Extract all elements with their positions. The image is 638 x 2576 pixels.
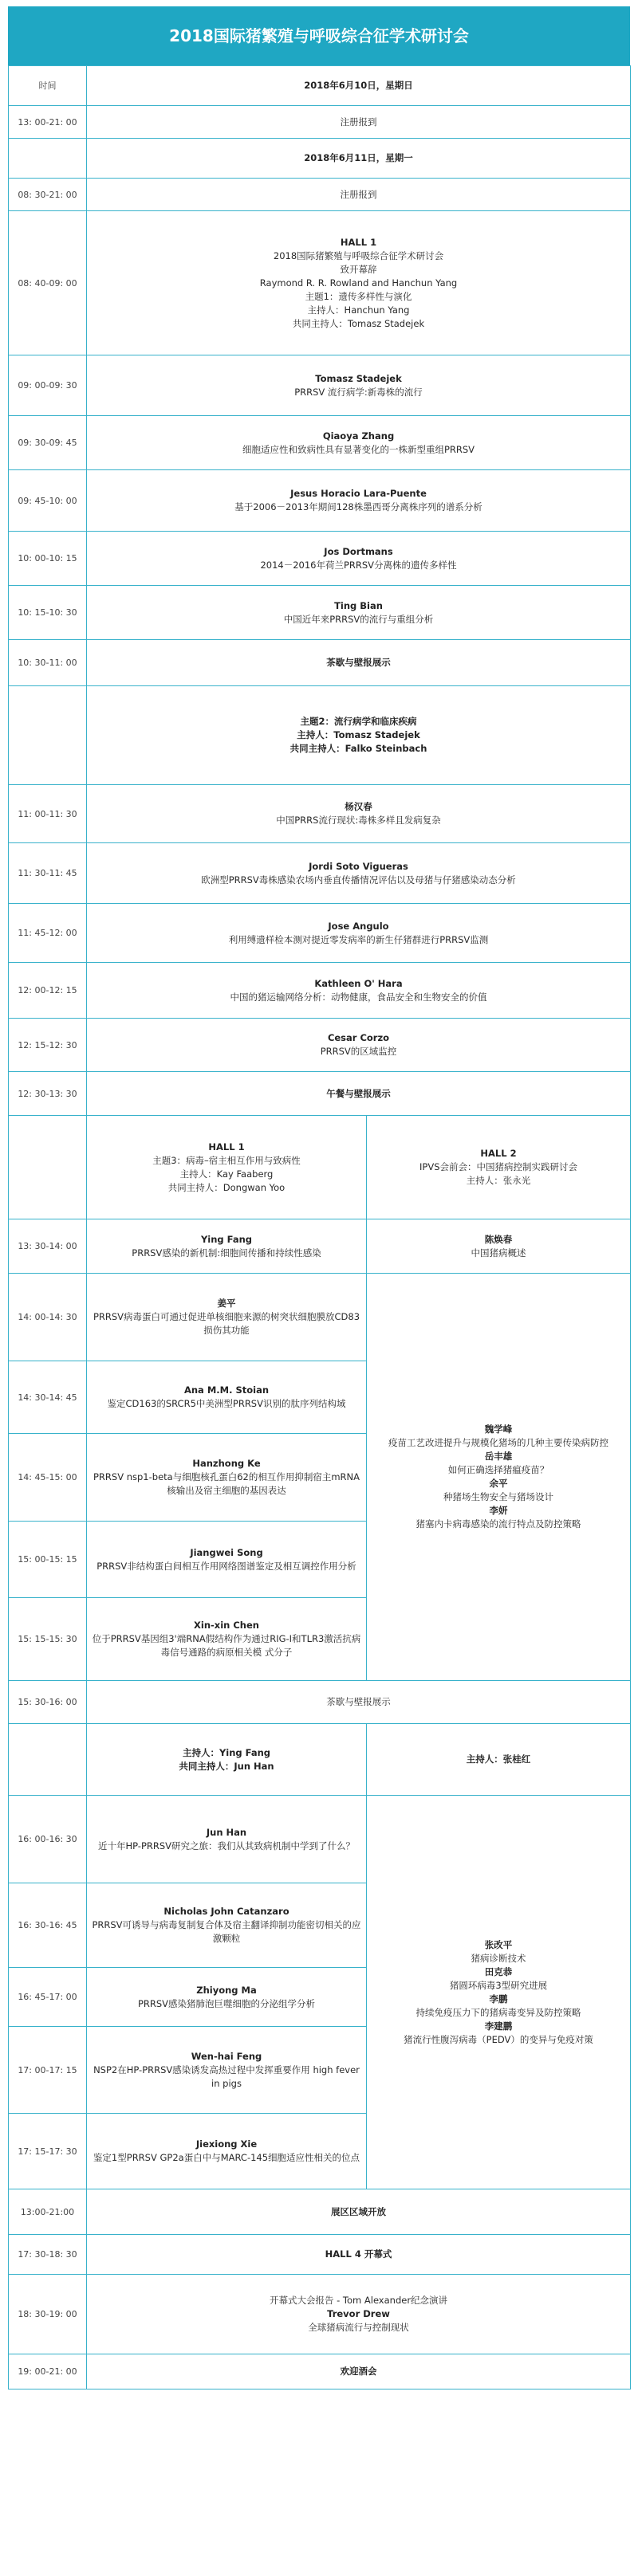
hall2-talks xyxy=(367,1796,631,2189)
table-row xyxy=(9,139,631,179)
time-cell: 17: 30-18: 30 xyxy=(9,2235,87,2275)
talk-cell xyxy=(87,1019,631,1072)
talk-cell xyxy=(87,1968,367,2027)
talk-topic: PRRSV感染猪肺泡巨噬细胞的分泌组学分析 xyxy=(137,1997,316,2009)
time-cell: 19: 00-21: 00 xyxy=(9,2354,87,2389)
chair: 主持人：Tomasz Stadejek xyxy=(297,729,420,740)
talk-topic: 全球猪病流行与控制现状 xyxy=(308,2322,409,2333)
time-cell: 11: 30-11: 45 xyxy=(9,843,87,904)
talk-topic: 疫苗工艺改进提升与规模化猪场的几种主要传染病防控 xyxy=(388,1437,608,1448)
talk-topic: PRRSV 流行病学:新毒株的流行 xyxy=(294,386,423,398)
hall2-chair: 主持人：张桂红 xyxy=(367,1724,631,1796)
time-cell: 08: 40-09: 00 xyxy=(9,211,87,355)
talk-cell xyxy=(87,416,631,470)
speaker-name: Jiexiong Xie xyxy=(195,2138,258,2150)
table-row xyxy=(9,785,631,843)
session-text: HALL 4 开幕式 xyxy=(87,2235,631,2275)
talk-cell xyxy=(87,843,631,904)
talk-topic: 细胞适应性和致病性具有显著变化的一株新型重组PRRSV xyxy=(242,443,475,455)
speaker-name: 李建鹏 xyxy=(484,2020,513,2032)
time-cell: 13: 00-21: 00 xyxy=(9,106,87,139)
talk-cell xyxy=(87,1274,367,1361)
talk-topic: 种猪场生物安全与猪场设计 xyxy=(443,1491,553,1502)
talk-cell xyxy=(87,1522,367,1598)
empty-cell xyxy=(9,686,87,785)
table-row xyxy=(9,2354,631,2389)
table-row xyxy=(9,1796,631,1883)
session-line: Raymond R. R. Rowland and Hanchun Yang xyxy=(259,277,458,289)
talk-topic: 鉴定CD163的SRCR5中美洲型PRRSV识别的肽序列结构域 xyxy=(107,1398,346,1409)
talk-topic: PRRSV的区域监控 xyxy=(320,1046,397,1057)
time-cell: 13:00-21:00 xyxy=(9,2189,87,2235)
talk-cell xyxy=(87,1219,367,1274)
table-row xyxy=(9,963,631,1019)
table-row xyxy=(9,2235,631,2275)
table-row xyxy=(9,179,631,211)
talk-cell xyxy=(87,904,631,963)
talk-topic: 利用缚遗样检本测对提近零发病率的新生仔猪群进行PRRSV监测 xyxy=(228,933,489,945)
table-row xyxy=(9,1019,631,1072)
hall-label: HALL 1 xyxy=(340,236,377,248)
time-cell: 12: 30-13: 30 xyxy=(9,1072,87,1116)
time-cell: 10: 30-11: 00 xyxy=(9,640,87,686)
hall-label: HALL 1 xyxy=(208,1141,245,1153)
talk-topic: 持续免疫压力下的猪病毒变异及防控策略 xyxy=(415,2006,581,2018)
time-cell: 16: 45-17: 00 xyxy=(9,1968,87,2027)
session-block xyxy=(87,211,631,355)
talk-cell xyxy=(87,470,631,532)
chair: 主持人：Ying Fang xyxy=(182,1746,271,1758)
empty-cell xyxy=(9,1116,87,1219)
table-row xyxy=(9,211,631,355)
talk-cell xyxy=(87,1598,367,1681)
time-cell: 15: 15-15: 30 xyxy=(9,1598,87,1681)
speaker-name: 魏学峰 xyxy=(484,1423,513,1435)
talk-cell xyxy=(87,532,631,586)
talk-topic: 位于PRRSV基因组3'端RNA假结构作为通过RIG-I和TLR3激活抗病毒信号通路的病原相关模 式分子 xyxy=(92,1633,361,1658)
speaker-name: Tomasz Stadejek xyxy=(315,372,402,384)
talk-cell xyxy=(87,1796,367,1883)
speaker-name: Zhiyong Ma xyxy=(196,1984,257,1996)
table-row xyxy=(9,1724,631,1796)
talk-topic: 中国猪病概述 xyxy=(471,1247,526,1259)
talk-topic: 中国近年来PRRSV的流行与重组分析 xyxy=(283,613,434,625)
empty-cell xyxy=(9,1724,87,1796)
time-cell: 17: 00-17: 15 xyxy=(9,2027,87,2114)
hall-label: HALL 2 xyxy=(480,1148,517,1159)
table-row xyxy=(9,532,631,586)
talk-topic: 近十年HP-PRRSV研究之旅：我们从其致病机制中学到了什么？ xyxy=(97,1840,356,1852)
talk-topic: 猪塞内卡病毒感染的流行特点及防控策略 xyxy=(415,1518,581,1530)
theme-title: 主题2：流行病学和临床疾病 xyxy=(300,716,417,727)
speaker-name: Kathleen O' Hara xyxy=(314,977,403,989)
table-row xyxy=(9,640,631,686)
empty-cell xyxy=(9,139,87,179)
speaker-name: Hanzhong Ke xyxy=(192,1458,261,1469)
session-block xyxy=(87,686,631,785)
table-row xyxy=(9,355,631,416)
talk-topic: 鉴定1型PRRSV GP2a蛋白中与MARC-145细胞适应性相关的位点 xyxy=(93,2152,360,2163)
time-cell: 16: 00-16: 30 xyxy=(9,1796,87,1883)
hall1-header xyxy=(87,1116,367,1219)
session-text: 注册报到 xyxy=(87,179,631,211)
time-cell: 13: 30-14: 00 xyxy=(9,1219,87,1274)
session-line: 共同主持人：Tomasz Stadejek xyxy=(292,317,425,329)
table-row xyxy=(9,66,631,106)
talk-topic: 猪流行性腹泻病毒（PEDV）的变异与免疫对策 xyxy=(404,2033,593,2045)
schedule-table xyxy=(8,65,631,2389)
talk-cell xyxy=(87,355,631,416)
time-cell: 11: 00-11: 30 xyxy=(9,785,87,843)
session-line: 主持人：Kay Faaberg xyxy=(179,1168,274,1180)
speaker-name: 田克恭 xyxy=(484,1965,513,1977)
talk-cell xyxy=(367,1219,631,1274)
time-cell: 09: 00-09: 30 xyxy=(9,355,87,416)
table-row xyxy=(9,470,631,532)
table-row xyxy=(9,2189,631,2235)
speaker-name: 岳丰雄 xyxy=(484,1451,513,1462)
talk-topic: PRRSV感染的新机制:细胞间传播和持续性感染 xyxy=(132,1247,321,1259)
break-text: 茶歇与壁报展示 xyxy=(87,1681,631,1724)
speaker-name: Jesus Horacio Lara-Puente xyxy=(290,488,427,499)
speaker-name: 张改平 xyxy=(484,1938,513,1950)
time-cell: 16: 30-16: 45 xyxy=(9,1883,87,1968)
time-cell: 18: 30-19: 00 xyxy=(9,2275,87,2354)
session-text: 注册报到 xyxy=(87,106,631,139)
co-chair: 共同主持人：Falko Steinbach xyxy=(289,743,427,754)
talk-topic: 如何正确选择猪瘟疫苗？ xyxy=(447,1464,549,1475)
session-line: 主题3：病毒–宿主相互作用与致病性 xyxy=(152,1154,301,1166)
time-cell: 08: 30-21: 00 xyxy=(9,179,87,211)
time-cell: 09: 30-09: 45 xyxy=(9,416,87,470)
talk-cell xyxy=(87,1434,367,1522)
table-row xyxy=(9,904,631,963)
hall2-talks xyxy=(367,1274,631,1681)
table-row xyxy=(9,586,631,640)
speaker-name: Jiangwei Song xyxy=(190,1546,263,1558)
talk-cell xyxy=(87,963,631,1019)
table-row xyxy=(9,843,631,904)
talk-topic: PRRSV病毒蛋白可通过促进单核细胞来源的树突状细胞膜放CD83损伤其功能 xyxy=(93,1311,360,1336)
table-row xyxy=(9,1116,631,1219)
time-cell: 11: 45-12: 00 xyxy=(9,904,87,963)
speaker-name: 陈焕春 xyxy=(484,1233,513,1245)
talk-topic: 中国PRRS流行现状:毒株多样且发病复杂 xyxy=(276,815,441,826)
time-cell: 12: 00-12: 15 xyxy=(9,963,87,1019)
page-title: 2018国际猪繁殖与呼吸综合征学术研讨会 xyxy=(8,6,630,65)
talk-cell xyxy=(87,2114,367,2189)
talk-topic: PRRSV非结构蛋白间相互作用网络图谱鉴定及相互调控作用分析 xyxy=(96,1560,356,1572)
speaker-name: Nicholas John Catanzaro xyxy=(163,1906,289,1917)
talk-topic: 2014－2016年荷兰PRRSV分离株的遗传多样性 xyxy=(260,559,457,571)
speaker-name: Jun Han xyxy=(206,1826,247,1838)
break-text: 午餐与壁报展示 xyxy=(87,1072,631,1116)
speaker-name: Jose Angulo xyxy=(328,920,389,932)
time-cell: 12: 15-12: 30 xyxy=(9,1019,87,1072)
time-cell: 14: 30-14: 45 xyxy=(9,1361,87,1434)
talk-cell xyxy=(87,586,631,640)
talk-topic: 中国的猪运输网络分析：动物健康，食品安全和生物安全的价值 xyxy=(230,991,487,1003)
talk-topic: 猪病诊断技术 xyxy=(471,1952,526,1964)
table-row xyxy=(9,686,631,785)
talk-cell xyxy=(87,2027,367,2114)
talk-topic: 欧洲型PRRSV毒株感染农场内垂直传播情况评估以及母猪与仔猪感染动态分析 xyxy=(201,874,516,886)
date-heading: 2018年6月10日，星期日 xyxy=(87,66,631,106)
speaker-name: 李鹏 xyxy=(489,1993,508,2005)
speaker-name: Cesar Corzo xyxy=(327,1032,390,1043)
time-cell: 17: 15-17: 30 xyxy=(9,2114,87,2189)
talk-cell xyxy=(87,2275,631,2354)
talk-topic: NSP2在HP-PRRSV感染诱发高热过程中发挥重要作用 high fever in pigs xyxy=(93,2064,360,2089)
time-cell: 15: 00-15: 15 xyxy=(9,1522,87,1598)
table-row xyxy=(9,1219,631,1274)
talk-cell xyxy=(87,1361,367,1434)
speaker-name: Xin-xin Chen xyxy=(194,1620,259,1631)
speaker-name: 李妍 xyxy=(489,1505,508,1516)
date-heading: 2018年6月11日，星期一 xyxy=(87,139,631,179)
talk-cell xyxy=(87,785,631,843)
time-cell: 09: 45-10: 00 xyxy=(9,470,87,532)
table-row xyxy=(9,416,631,470)
time-cell: 10: 00-10: 15 xyxy=(9,532,87,586)
talk-topic: PRRSV可诱导与病毒复制复合体及宿主翻译抑制功能密切相关的应激颗粒 xyxy=(92,1919,361,1944)
session-line: 致开幕辞 xyxy=(340,263,377,275)
time-cell: 10: 15-10: 30 xyxy=(9,586,87,640)
table-row xyxy=(9,1072,631,1116)
speaker-name: Ting Bian xyxy=(334,599,383,611)
talk-topic: 基于2006－2013年期间128株墨西哥分离株序列的谱系分析 xyxy=(234,501,482,512)
speaker-name: 杨汉春 xyxy=(345,801,372,812)
speaker-name: Jos Dortmans xyxy=(324,545,393,557)
table-row xyxy=(9,2275,631,2354)
table-row xyxy=(9,106,631,139)
speaker-name: 余平 xyxy=(489,1478,508,1489)
time-cell: 14: 45-15: 00 xyxy=(9,1434,87,1522)
session-line: 开幕式大会报告 - Tom Alexander纪念演讲 xyxy=(269,2295,448,2306)
talk-cell xyxy=(87,1883,367,1968)
time-header: 时间 xyxy=(9,66,87,106)
session-line: 共同主持人：Dongwan Yoo xyxy=(167,1181,286,1193)
talk-topic: PRRSV nsp1-beta与细胞核孔蛋白62的相互作用抑制宿主mRNA核输出及宿主细胞的基因表达 xyxy=(93,1471,360,1496)
co-chair: 共同主持人：Jun Han xyxy=(179,1760,274,1772)
session-text: 展区区域开放 xyxy=(87,2189,631,2235)
break-text: 茶歇与壁报展示 xyxy=(87,640,631,686)
time-cell: 14: 00-14: 30 xyxy=(9,1274,87,1361)
time-cell: 15: 30-16: 00 xyxy=(9,1681,87,1724)
speaker-name: Qiaoya Zhang xyxy=(322,430,395,442)
speaker-name: Wen-hai Feng xyxy=(191,2050,262,2062)
speaker-name: Ying Fang xyxy=(200,1233,253,1245)
talk-topic: 猪圆环病毒3型研究进展 xyxy=(449,1979,548,1991)
session-line: 主题1：遗传多样性与演化 xyxy=(305,290,412,302)
session-line: 主持人：Hanchun Yang xyxy=(307,304,410,316)
session-line: 2018国际猪繁殖与呼吸综合征学术研讨会 xyxy=(273,249,444,261)
hall2-header xyxy=(367,1116,631,1219)
table-row xyxy=(9,1274,631,1361)
speaker-name: Jordi Soto Vigueras xyxy=(309,860,408,872)
session-line: IPVS会前会：中国猪病控制实践研讨会 xyxy=(419,1161,577,1172)
speaker-name: Trevor Drew xyxy=(327,2308,390,2319)
hall1-chairs xyxy=(87,1724,367,1796)
session-line: 主持人：张永光 xyxy=(466,1175,531,1186)
session-text: 欢迎酒会 xyxy=(87,2354,631,2389)
speaker-name: 姜平 xyxy=(217,1298,236,1309)
speaker-name: Ana M.M. Stoian xyxy=(183,1384,270,1396)
table-row xyxy=(9,1681,631,1724)
